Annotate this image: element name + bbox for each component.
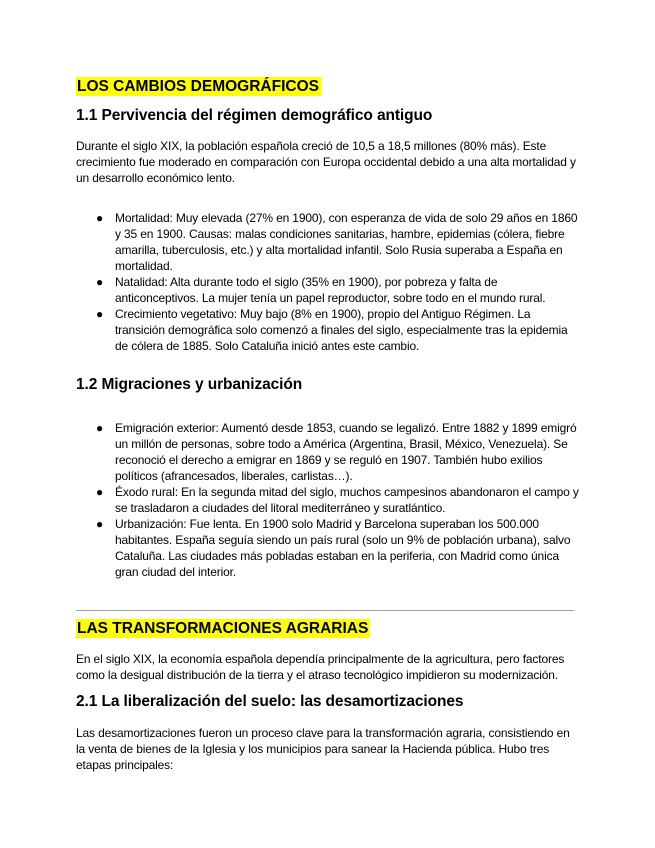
bullet-icon: ● [96,307,104,321]
bullet-icon: ● [96,421,104,435]
list-item-text: Crecimiento vegetativo: Muy bajo (8% en 1900), propio del Antiguo Régimen. La transición demográfica solo comenzó a finales del siglo, especialmente tras la epidemia de cólera de 1885. Solo Cataluña inició antes este cambio. [115,307,568,353]
subheading-2-1: 2.1 La liberalización del suelo: las desamortizaciones [76,693,464,710]
bullet-icon: ● [96,485,104,499]
subheading-1-2: 1.2 Migraciones y urbanización [76,376,303,393]
list-item-text: Urbanización: Fue lenta. En 1900 solo Madrid y Barcelona superaban los 500.000 habitantes. España seguía siendo un país rural (solo un 9% de población urbana), salvo Cataluña. Las ciudades más pobladas estaban en la periferia, con Madrid como única gran ciudad del interior. [115,517,571,579]
list-item-text: Emigración exterior: Aumentó desde 1853, cuando se legalizó. Entre 1882 y 1899 emigró un millón de personas, sobre todo a América (Argentina, Brasil, México, Venezuela). Se reconoció el derecho a emigrar en 1869 y se reguló en 1907. También hubo exilios políticos (afrancesados, liberales, carlistas…). [115,421,577,483]
paragraph-desamortizaciones: Las desamortizaciones fueron un proceso clave para la transformación agraria, consistiendo en la venta de bienes de la Iglesia y los municipios para sanear la Hacienda pública. Hubo tres etapas principales: [76,726,570,772]
paragraph-intro-poblacion: Durante el siglo XIX, la población española creció de 10,5 a 18,5 millones (80% más). Este crecimiento fue moderado en comparación con Europa occidental debido a una alta mortalidad y un desarrollo económico lento. [76,139,576,185]
bullet-icon: ● [96,211,104,225]
bullet-list-migraciones [76,420,581,580]
heading-highlight: LOS CAMBIOS DEMOGRÁFICOS [77,78,319,95]
list-item-text: Éxodo rural: En la segunda mitad del siglo, muchos campesinos abandonaron el campo y se trasladaron a ciudades del litoral mediterráneo y suratlántico. [115,485,579,515]
paragraph-intro-agricultura: En el siglo XIX, la economía española dependía principalmente de la agricultura, pero factores como la desigual distribución de la tierra y el atraso tecnológico impidieron su modernización. [76,652,565,682]
list-item-exodo-rural [76,484,581,516]
heading-transformaciones-agrarias [76,619,370,638]
bullet-icon: ● [96,275,104,289]
list-item-text: Mortalidad: Muy elevada (27% en 1900), con esperanza de vida de solo 29 años en 1860 y 35 en 1900. Causas: malas condiciones sanitarias, hambre, epidemias (cólera, fiebre amarilla, tuberculosis, etc.) y alta mortalidad infantil. Solo Rusia superaba a España en mortalidad. [115,211,578,273]
horizontal-divider [76,610,574,611]
list-item-natalidad [76,274,581,306]
list-item-urbanizacion [76,516,581,580]
heading-highlight: LAS TRANSFORMACIONES AGRARIAS [77,620,369,637]
bullet-icon: ● [96,517,104,531]
heading-cambios-demograficos [76,77,321,96]
list-item-mortalidad [76,210,581,274]
list-item-emigracion [76,420,581,484]
list-item-crecimiento [76,306,581,354]
bullet-list-demografia [76,210,581,354]
list-item-text: Natalidad: Alta durante todo el siglo (35% en 1900), por pobreza y falta de anticonceptivos. La mujer tenía un papel reproductor, sobre todo en el mundo rural. [115,275,546,305]
subheading-1-1: 1.1 Pervivencia del régimen demográfico antiguo [76,107,433,124]
